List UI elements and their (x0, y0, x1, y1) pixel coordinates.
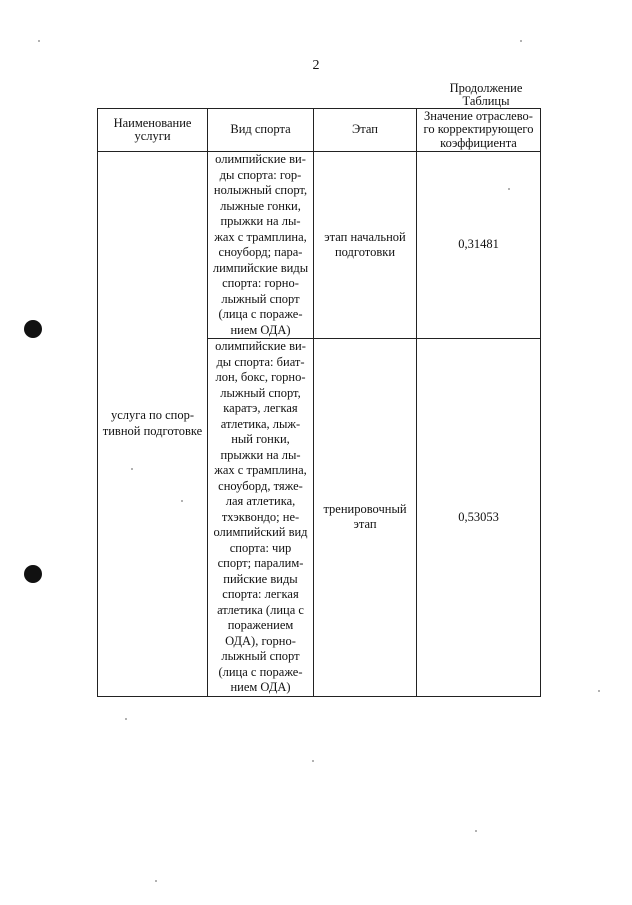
cell-coefficient-value: 0,53053 (417, 339, 541, 697)
scan-speck (508, 188, 510, 190)
page-number: 2 (312, 58, 320, 73)
header-coefficient-value: Значение отраслево- го корректирующего коэффициента (417, 109, 541, 152)
scan-speck (38, 40, 40, 42)
cell-stage: тренировочный этап (314, 339, 417, 697)
scan-speck (312, 760, 314, 762)
scan-speck (598, 690, 600, 692)
scan-speck (475, 830, 477, 832)
header-service-name: Наименование услуги (98, 109, 208, 152)
table-row (98, 152, 541, 339)
cell-stage: этап начальной подготовки (314, 152, 417, 339)
table-continuation-label (430, 82, 542, 108)
cell-coefficient-value: 0,31481 (417, 152, 541, 339)
scan-speck (520, 40, 522, 42)
punch-hole-lower (24, 565, 42, 583)
punch-hole-upper (24, 320, 42, 338)
continuation-line-2: Таблицы (462, 94, 510, 108)
cell-sport-type: олимпийские ви- ды спорта: гор- нолыжный спорт, лыжные гонки, прыжки на лы- жах с трамплина, сноуборд; пара- лимпийские виды спорта: горно- лыжный спорт (лица с пораже- нием ОДА) (208, 152, 314, 339)
scan-speck (125, 718, 127, 720)
scan-speck (181, 500, 183, 502)
scan-speck (155, 880, 157, 882)
cell-service-name: услуга по спор- тивной подготовке (98, 152, 208, 697)
header-sport-type: Вид спорта (208, 109, 314, 152)
scan-speck (131, 468, 133, 470)
table-header-row (98, 109, 541, 152)
coefficient-table (97, 108, 541, 697)
continuation-line-1: Продолжение (449, 81, 523, 95)
cell-sport-type: олимпийские ви- ды спорта: биат- лон, бокс, горно- лыжный спорт, каратэ, легкая атлетика, лыж- ный гонки, прыжки на лы- жах с трамплина, сноуборд, тяже- лая атлетика, тхэквондо; не- олимпийский вид спорта: чир спорт; паралим- пийские виды спорта: легкая атлетика (лица с поражением ОДА), горно- лыжный спорт (лица с пораже- нием ОДА) (208, 339, 314, 697)
header-stage: Этап (314, 109, 417, 152)
